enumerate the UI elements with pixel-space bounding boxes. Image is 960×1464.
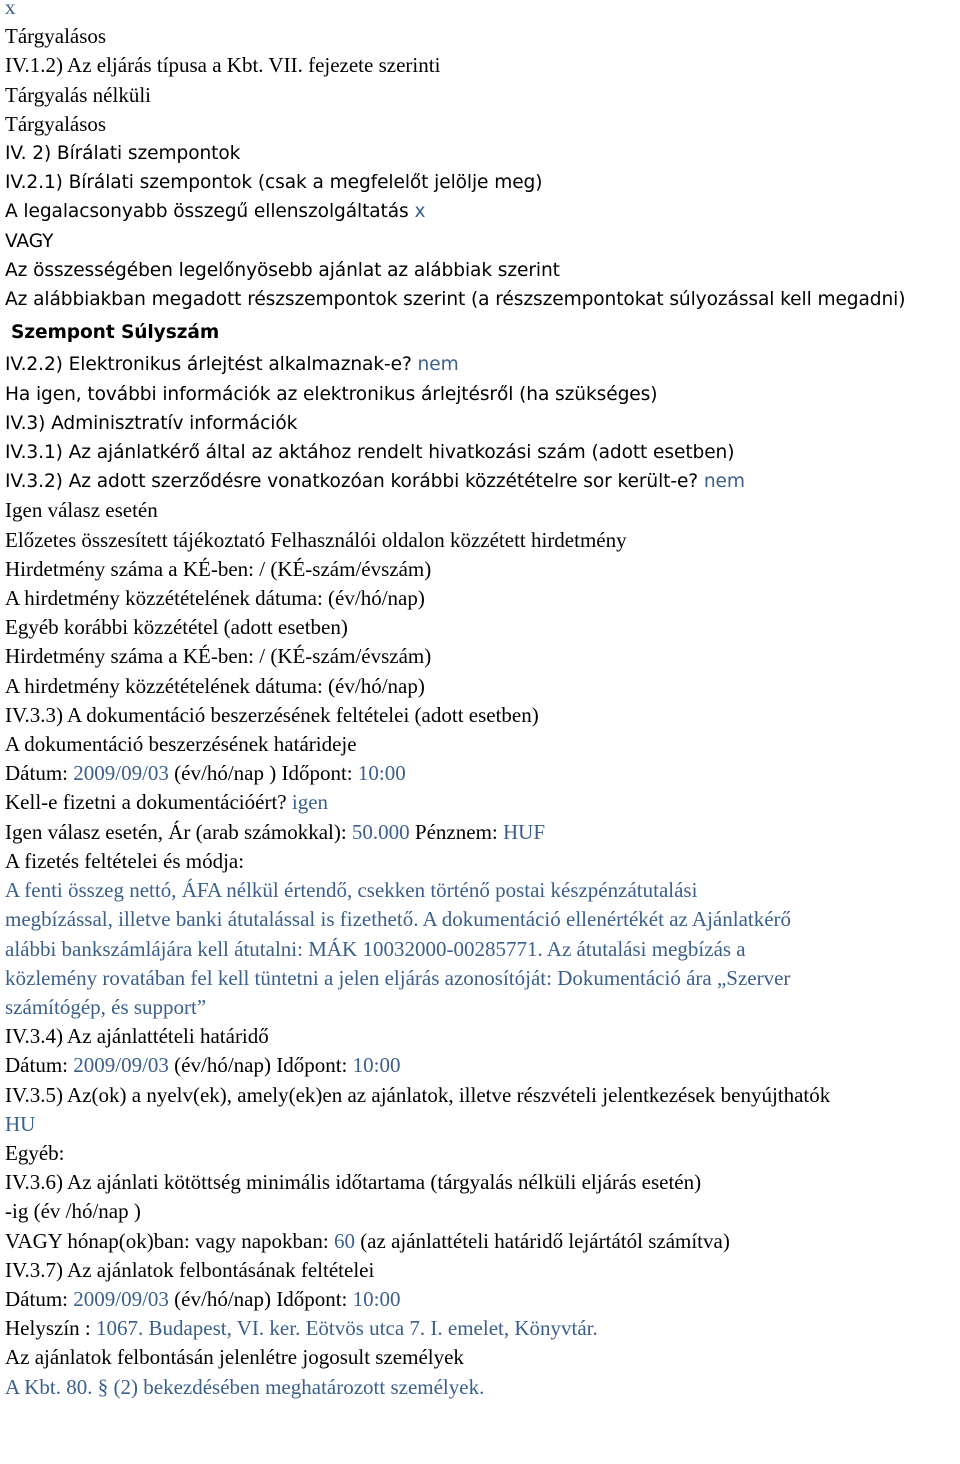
document-line (5, 642, 959, 671)
field-label: A hirdetmény közzétételének dátuma: (év/hó/nap) (5, 586, 425, 611)
field-label: Ha igen, további információk az elektronikus árlejtésről (ha szükséges) (5, 383, 658, 405)
document-line (5, 788, 959, 817)
field-value: HUF (502, 819, 545, 844)
document-line (5, 993, 959, 1022)
document-line (5, 1197, 959, 1226)
field-label: IV. 2) Bírálati szempontok (5, 143, 241, 165)
field-label: Hirdetmény száma a KÉ-ben: / (KÉ-szám/évszám) (5, 644, 432, 669)
document-line (5, 81, 959, 110)
field-value: x (5, 0, 16, 19)
document-line (5, 584, 959, 613)
document-line (5, 1373, 959, 1402)
document-line (5, 1314, 959, 1343)
field-label: (év/hó/nap) Időpont: (168, 1053, 353, 1078)
field-label: IV.1.2) Az eljárás típusa a Kbt. VII. fejezete szerinti (5, 53, 441, 78)
field-label: Egyéb: (5, 1140, 65, 1165)
document-line (5, 1081, 959, 1110)
field-value: 50.000 (351, 819, 410, 844)
field-value: 2009/09/03 (73, 761, 169, 786)
field-value: 10:00 (352, 1053, 401, 1078)
field-label: Az ajánlatok felbontásán jelenlétre jogosult személyek (5, 1345, 464, 1370)
field-label: A dokumentáció beszerzésének határideje (5, 732, 357, 757)
field-label: Hirdetmény száma a KÉ-ben: / (KÉ-szám/évszám) (5, 556, 432, 581)
field-label: Az alábbiakban megadott részszempontok szerint (a részszempontokat súlyozással kell megadni) (5, 289, 906, 311)
document-line (5, 613, 959, 642)
field-label: Pénznem: (409, 819, 503, 844)
document-line (5, 227, 959, 256)
field-label: IV.3.3) A dokumentáció beszerzésének feltételei (adott esetben) (5, 702, 539, 727)
document-line (5, 847, 959, 876)
document-line (5, 22, 959, 51)
document-line (5, 1110, 959, 1139)
document-line (5, 730, 959, 759)
field-value: A Kbt. 80. § (2) bekezdésében meghatározott személyek. (5, 1374, 485, 1399)
document-line (5, 905, 959, 934)
field-label: -ig (év /hó/nap ) (5, 1199, 141, 1224)
field-label: IV.2.2) Elektronikus árlejtést alkalmaznak-e? (5, 354, 418, 376)
field-label: IV.3.2) Az adott szerződésre vonatkozóan korábbi közzétételre sor került-e? (5, 471, 704, 493)
document-line (5, 1022, 959, 1051)
field-label: IV.3) Adminisztratív információk (5, 412, 298, 434)
document-line (5, 1168, 959, 1197)
field-label: Tárgyalásos (5, 111, 107, 136)
field-value: x (414, 201, 426, 223)
field-label: Helyszín : (5, 1316, 96, 1341)
field-value: 10:00 (352, 1286, 401, 1311)
field-label: A fizetés feltételei és módja: (5, 848, 245, 873)
field-value: 2009/09/03 (73, 1053, 169, 1078)
document-line (5, 1051, 959, 1080)
field-value: igen (291, 790, 329, 815)
field-label: (az ajánlattételi határidő lejártától számítva) (354, 1228, 730, 1253)
field-label: Igen válasz esetén (5, 498, 158, 523)
field-label: VAGY (5, 230, 54, 252)
field-label: A hirdetmény közzétételének dátuma: (év/hó/nap) (5, 673, 425, 698)
document-body (5, 0, 959, 1402)
document-line (5, 1343, 959, 1372)
document-line (5, 1256, 959, 1285)
field-value: 60 (333, 1228, 355, 1253)
field-label: IV.3.7) Az ajánlatok felbontásának feltételei (5, 1257, 375, 1282)
document-line (5, 0, 959, 22)
field-label: IV.3.5) Az(ok) a nyelv(ek), amely(ek)en az ajánlatok, illetve részvételi jelentkezések benyújthatók (5, 1082, 831, 1107)
field-value: számítógép, és support” (5, 994, 207, 1019)
field-value: közlemény rovatában fel kell tüntetni a jelen eljárás azonosítóját: Dokumentáció ára „Szerver (5, 965, 791, 990)
document-line (5, 759, 959, 788)
field-label: IV.3.6) Az ajánlati kötöttség minimális időtartama (tárgyalás nélküli eljárás esetén) (5, 1170, 702, 1195)
document-line (5, 409, 959, 438)
field-label: IV.3.1) Az ajánlatkérő által az aktához rendelt hivatkozási szám (adott esetben) (5, 442, 735, 464)
document-line (5, 350, 959, 379)
document-line (5, 51, 959, 80)
field-value: 1067. Budapest, VI. ker. Eötvös utca 7. I. emelet, Könyvtár. (95, 1316, 598, 1341)
field-label: Igen válasz esetén, Ár (arab számokkal): (5, 819, 352, 844)
field-label: IV.3.4) Az ajánlattételi határidő (5, 1024, 269, 1049)
field-label: Dátum: (5, 761, 74, 786)
document-line (5, 935, 959, 964)
field-value: nem (703, 471, 745, 493)
field-label: VAGY hónap(ok)ban: vagy napokban: (5, 1228, 334, 1253)
document-line (5, 197, 959, 226)
document-line (5, 818, 959, 847)
field-label: (év/hó/nap) Időpont: (168, 1286, 353, 1311)
document-line (5, 438, 959, 467)
field-value: megbízással, illetve banki átutalással is fizethető. A dokumentáció ellenértékét az Ajánlatkérő (5, 907, 792, 932)
field-label: Kell-e fizetni a dokumentációért? (5, 790, 292, 815)
document-line (5, 964, 959, 993)
field-value: 10:00 (357, 761, 406, 786)
field-value: alábbi bankszámlájára kell átutalni: MÁK 10032000-00285771. Az átutalási megbízás a (5, 936, 746, 961)
field-label: Az összességében legelőnyösebb ajánlat az alábbiak szerint (5, 259, 560, 281)
field-label: Előzetes összesített tájékoztató Felhasználói oldalon közzétett hirdetmény (5, 527, 627, 552)
field-value: 2009/09/03 (73, 1286, 169, 1311)
field-value: HU (5, 1111, 36, 1136)
field-value: A fenti összeg nettó, ÁFA nélkül értendő, csekken történő postai készpénzátutalási (5, 878, 698, 903)
field-label: Egyéb korábbi közzététel (adott esetben) (5, 615, 348, 640)
document-line (5, 555, 959, 584)
field-value: nem (417, 354, 459, 376)
document-line (5, 1285, 959, 1314)
document-line (5, 285, 959, 314)
document-line (5, 496, 959, 525)
document-line (5, 467, 959, 496)
document-line (5, 380, 959, 409)
field-label: (év/hó/nap ) Időpont: (168, 761, 358, 786)
document-line (5, 876, 959, 905)
field-label: Dátum: (5, 1053, 74, 1078)
document-line (5, 139, 959, 168)
field-label: Tárgyalásos (5, 24, 107, 49)
document-line (5, 526, 959, 555)
field-label: IV.2.1) Bírálati szempontok (csak a megfelelőt jelölje meg) (5, 172, 543, 194)
document-line (5, 672, 959, 701)
document-line (5, 1227, 959, 1256)
document-line (5, 1139, 959, 1168)
document-line (5, 701, 959, 730)
field-label: Szempont Súlyszám (11, 322, 220, 344)
criteria-table-header (5, 318, 959, 347)
field-label: Tárgyalás nélküli (5, 82, 151, 107)
document-line (5, 168, 959, 197)
document-line (5, 256, 959, 285)
document-line (5, 110, 959, 139)
field-label: Dátum: (5, 1286, 74, 1311)
field-label: A legalacsonyabb összegű ellenszolgáltatás (5, 201, 415, 223)
